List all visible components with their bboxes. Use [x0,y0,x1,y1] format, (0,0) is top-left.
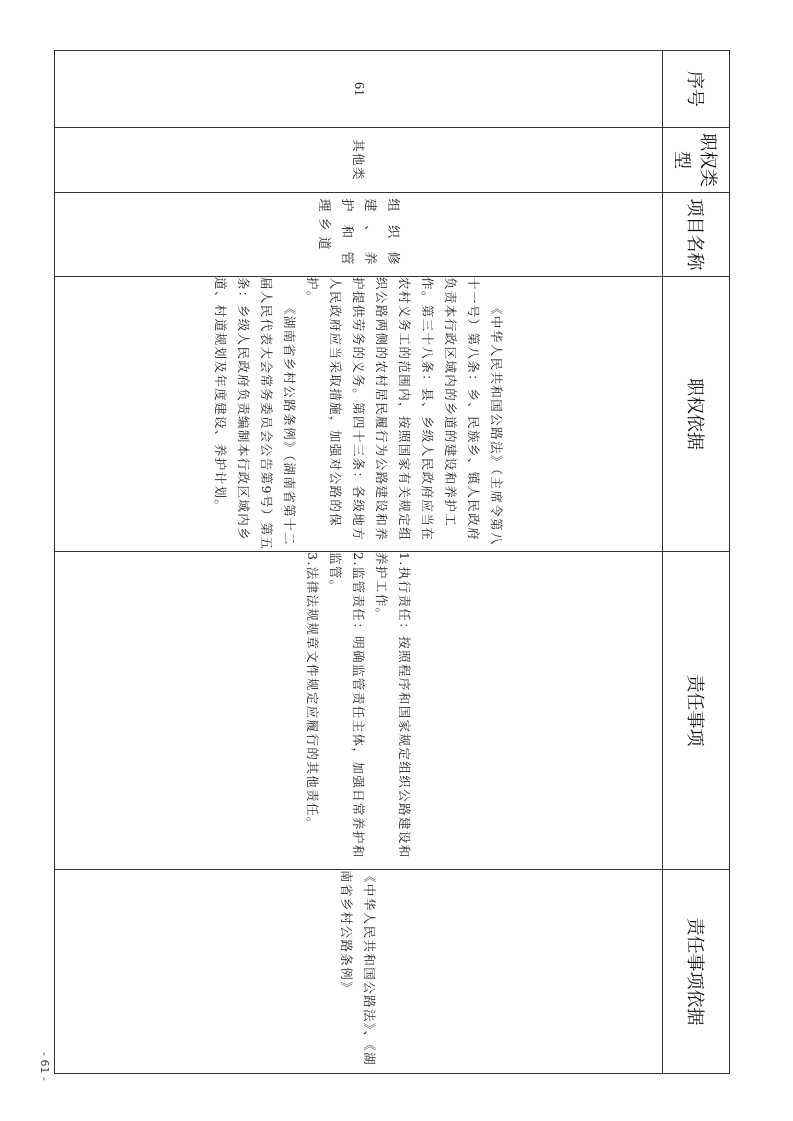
duty-item-1: 1.执行责任：按照程序和国家规定组织公路建设和养护工作。 [374,552,412,859]
row-basis-cell [55,277,663,552]
row-duty-basis: 《中华人民共和国公路法》、《湖南省乡村公路条例》 [55,870,663,1074]
row-type: 其他类 [55,128,663,193]
header-duty: 责任事项 [663,552,730,870]
table-row [55,51,663,1074]
header-basis: 职权依据 [663,277,730,552]
header-item: 项目名称 [663,193,730,277]
header-type: 职权类型 [663,128,730,193]
duty-item-2: 2.监管责任：明确监管责任主体，加强日常养护和监管。 [328,552,366,859]
header-duty-basis: 责任事项依据 [663,870,730,1074]
header-index: 序号 [663,51,730,128]
basis-paragraph-2: 《湖南省乡村公路条例》（湖南省第十二届人民代表大会常务委员会公告第9号）第五条：乡级人民政府负责编制本行政区域内乡道、村道规划及年度建设、养护计划。 [213,277,297,551]
row-duty-cell [55,552,663,870]
row-index: 61 [55,51,663,128]
table-header-row [663,51,730,1074]
row-item: 组织修建、养护和管理乡道 [316,198,401,271]
row-item-cell [55,193,663,277]
basis-paragraph-1: 《中华人民共和国公路法》（主席令第八十一号）第八条：乡、民族乡、镇人民政府负责本行政区域内的乡道的建设和养护工作。第三十八条：县、乡级人民政府应当在农村义务工的范围内，按照国家有关规定组织公路两侧的农村居民履行为公路建设和养护提供劳务的义务。第四十三条：各级地方人民政府应当采取措施，加强对公路的保护。 [305,277,504,546]
responsibility-table [54,50,730,1074]
duty-item-3: 3.法律法规规章文件规定应履行的其他责任。 [305,552,320,831]
page-number: - 61 - [38,1052,51,1081]
